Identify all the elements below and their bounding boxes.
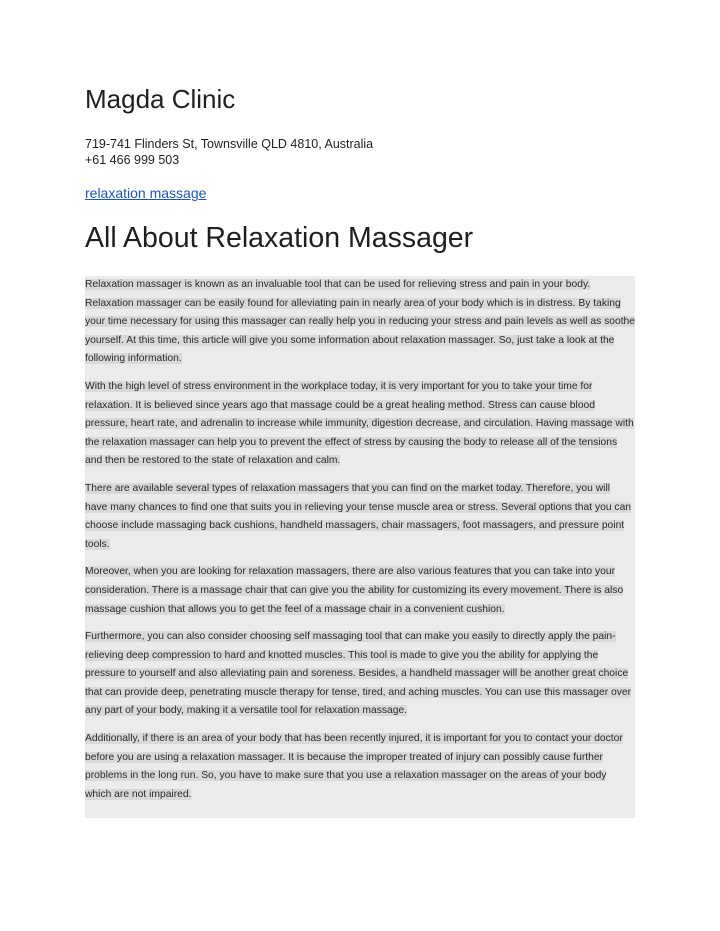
clinic-address: 719-741 Flinders St, Townsville QLD 4810, Australia: [85, 137, 374, 151]
article-paragraph: Furthermore, you can also consider choosing self massaging tool that can make you easily to directly apply the pain-relieving deep compression to hard and knotted muscles. This tool is made to give you the ability for applying the pressure to yourself and also alleviating pain and soreness. Besides, a handheld massager will be another great choice that can provide deep, penetrating muscle therapy for tense, tired, and aching muscles. You can use this massager over any part of your body, making it a versatile tool for relaxation massage.: [85, 631, 632, 717]
article-paragraph: Additionally, if there is an area of your body that has been recently injured, it is important for you to contact your doctor before you are using a relaxation massager. It is because the improper treated of injury can possibly cause further problems in the long run. So, you have to make sure that you use a relaxation massager on the areas of your body which are not impaired.: [85, 733, 623, 800]
article-body: [85, 276, 635, 818]
article-title: All About Relaxation Massager: [85, 222, 474, 254]
relaxation-massage-link[interactable]: relaxation massage: [85, 185, 207, 201]
clinic-phone: +61 466 999 503: [85, 153, 180, 167]
article-paragraph: There are available several types of relaxation massagers that you can find on the market today. Therefore, you will have many chances to find one that suits you in relieving your tense muscle area or stress. Several options that you can choose include massaging back cushions, handheld massagers, chair massagers, foot massagers, and pressure point tools.: [85, 482, 632, 550]
article-paragraph: Relaxation massager is known as an invaluable tool that can be used for relieving stress and pain in your body. Relaxation massager can be easily found for alleviating pain in nearly area of your body which is in distress. By taking your time necessary for using this massager can really help you in reducing your stress and pain levels as well as soothe yourself. At this time, this article will give you some information about relaxation massager. So, just take a look at the following information.: [85, 279, 636, 365]
article-paragraph: Moreover, when you are looking for relaxation massagers, there are also various features that you can take into your consideration. There is a massage chair that can give you the ability for customizing its every movement. There is also massage cushion that allows you to get the feel of a massage chair in a convenient cushion.: [85, 566, 624, 615]
article-paragraph: With the high level of stress environment in the workplace today, it is very important for you to take your time for relaxation. It is believed since years ago that massage could be a great healing method. Stress can cause blood pressure, heart rate, and adrenalin to increase while immunity, digestion decrease, and circulation. Having massage with the relaxation massager can help you to prevent the effect of stress by causing the body to release all of the tensions and then be restored to the state of relaxation and calm.: [85, 380, 634, 467]
clinic-name: Magda Clinic: [85, 84, 236, 114]
clinic-contact: [85, 136, 373, 168]
